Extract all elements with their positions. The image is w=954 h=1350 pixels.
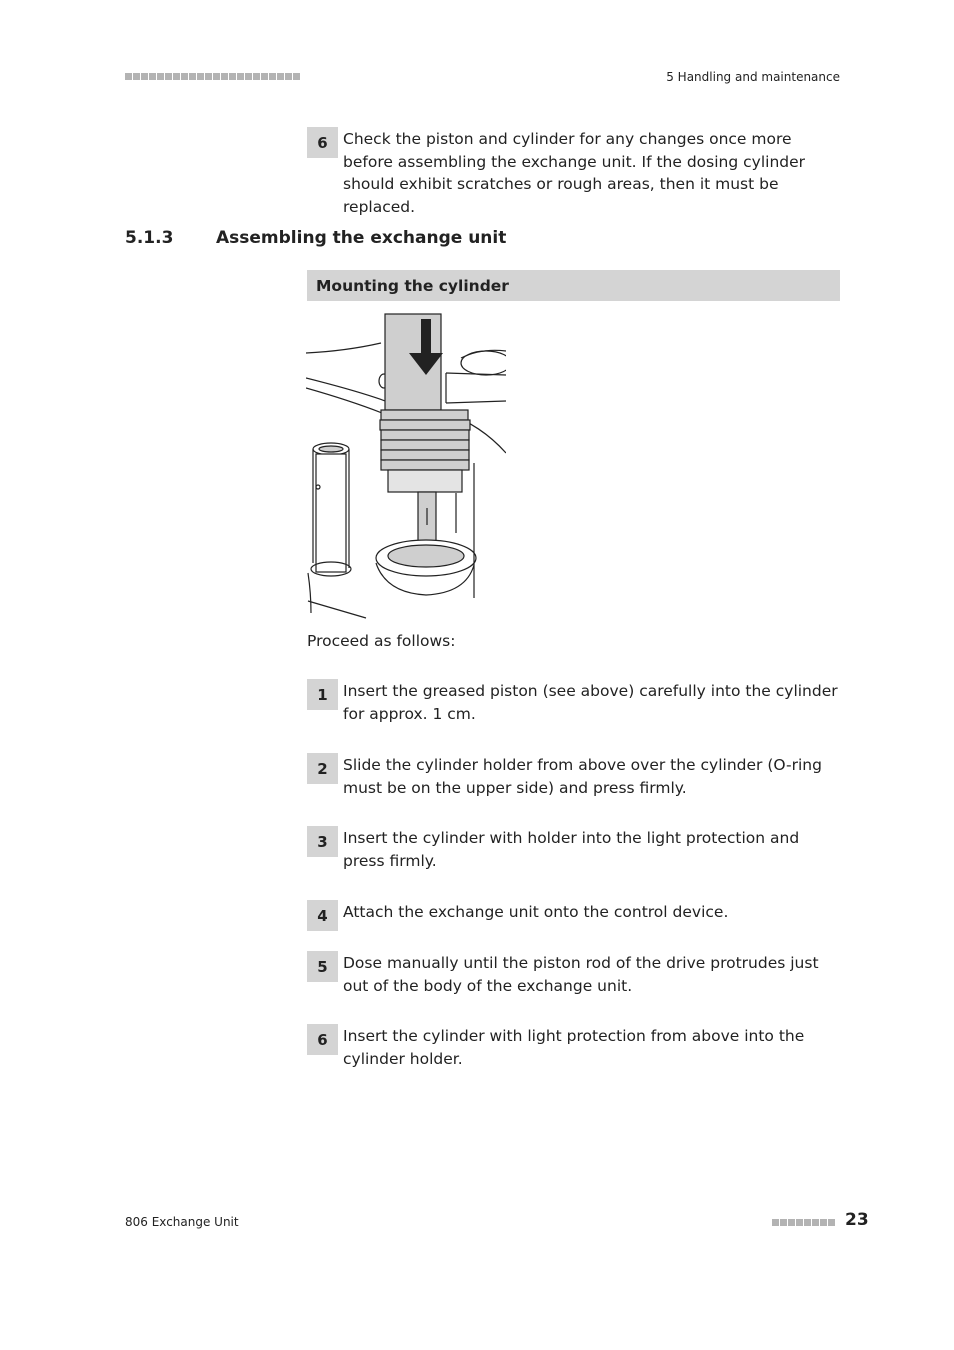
step-text: Insert the cylinder with light protection from above into the cylinder holder.: [343, 1027, 805, 1068]
footer-document-title: 806 Exchange Unit: [125, 1215, 239, 1229]
step-text: Dose manually until the piston rod of the drive protrudes just out of the body of the exchange unit.: [343, 954, 819, 995]
intro-text: Proceed as follows:: [307, 632, 456, 650]
section-number: 5.1.3: [125, 228, 174, 248]
step-2: [307, 753, 840, 799]
previous-step: [307, 127, 840, 218]
step-number: 4: [307, 900, 338, 931]
step-number: 6: [307, 1024, 338, 1055]
step-number: 3: [307, 826, 338, 857]
cylinder-mounting-illustration: [306, 313, 506, 623]
step-3: [307, 826, 840, 872]
step-number: 1: [307, 679, 338, 710]
subsection-title: Mounting the cylinder: [316, 276, 509, 295]
step-number: 2: [307, 753, 338, 784]
step-1: [307, 679, 840, 725]
page-number: 23: [845, 1210, 869, 1230]
step-6: [307, 1024, 840, 1070]
subsection-heading: [307, 270, 840, 301]
section-title: Assembling the exchange unit: [216, 228, 507, 248]
step-text: Insert the cylinder with holder into the light protection and press firmly.: [343, 829, 800, 870]
step-4: [307, 900, 840, 931]
step-text: Insert the greased piston (see above) carefully into the cylinder for approx. 1 cm.: [343, 682, 838, 723]
step-number: 5: [307, 951, 338, 982]
header-decoration: [125, 73, 300, 80]
step-number: 6: [307, 127, 338, 158]
running-header: 5 Handling and maintenance: [666, 70, 840, 84]
footer-decoration: [772, 1219, 835, 1226]
step-text: Slide the cylinder holder from above over the cylinder (O-ring must be on the upper side) and press firmly.: [343, 756, 822, 797]
step-5: [307, 951, 840, 997]
step-text: Attach the exchange unit onto the control device.: [343, 903, 729, 921]
step-text: Check the piston and cylinder for any changes once more before assembling the exchange unit. If the dosing cylinder should exhibit scratches or rough areas, then it must be replaced.: [343, 130, 806, 216]
